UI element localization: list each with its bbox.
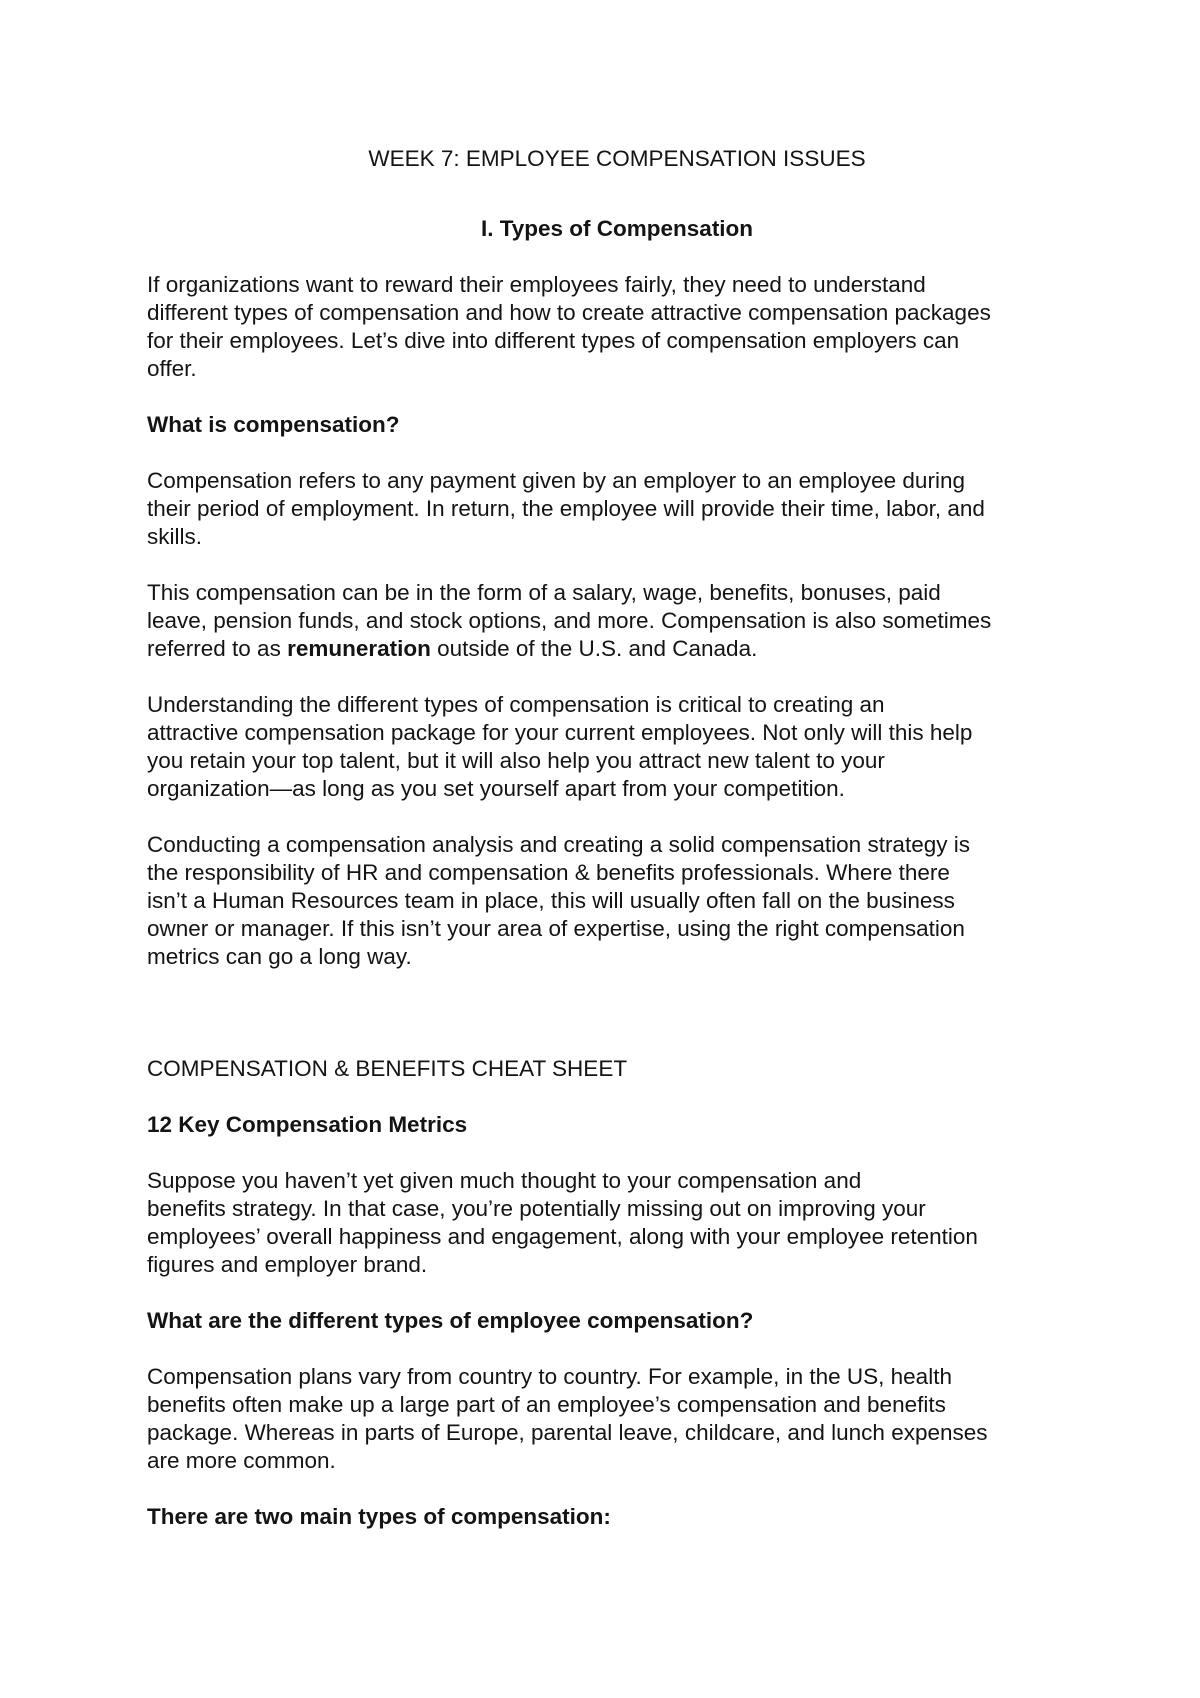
text-line: figures and employer brand.	[147, 1252, 428, 1277]
question-types-of-compensation: What are the different types of employee compensation?	[147, 1308, 754, 1333]
text-line: organization—as long as you set yourself apart from your competition.	[147, 776, 845, 801]
metrics-heading: 12 Key Compensation Metrics	[147, 1112, 468, 1137]
text-line: Understanding the different types of compensation is critical to creating an	[147, 692, 885, 717]
text-line: owner or manager. If this isn’t your area of expertise, using the right compensation	[147, 916, 965, 941]
strategy-paragraph	[147, 1167, 1087, 1279]
intro-paragraph	[147, 271, 1087, 383]
text-line: for their employees. Let’s dive into different types of compensation employers can	[147, 328, 960, 353]
text-line: offer.	[147, 356, 197, 381]
text-segment: referred to as	[147, 636, 288, 661]
forms-paragraph	[147, 579, 1087, 663]
text-line: are more common.	[147, 1448, 336, 1473]
bold-term-remuneration: remuneration	[287, 636, 431, 661]
cheat-sheet-heading: COMPENSATION & BENEFITS CHEAT SHEET	[147, 1056, 628, 1081]
document-title: WEEK 7: EMPLOYEE COMPENSATION ISSUES	[368, 146, 866, 171]
plans-paragraph	[147, 1363, 1087, 1475]
text-line: This compensation can be in the form of a salary, wage, benefits, bonuses, paid	[147, 580, 941, 605]
text-line: employees’ overall happiness and engagement, along with your employee retention	[147, 1224, 978, 1249]
text-line: skills.	[147, 524, 202, 549]
text-segment: outside of the U.S. and Canada.	[430, 636, 758, 661]
text-line: attractive compensation package for your current employees. Not only will this help	[147, 720, 973, 745]
text-line: their period of employment. In return, the employee will provide their time, labor, and	[147, 496, 985, 521]
spacer	[147, 999, 1087, 1055]
text-line: Suppose you haven’t yet given much thought to your compensation and	[147, 1168, 862, 1193]
text-line: Compensation plans vary from country to country. For example, in the US, health	[147, 1364, 952, 1389]
text-line: benefits strategy. In that case, you’re potentially missing out on improving your	[147, 1196, 926, 1221]
document-body	[147, 145, 1087, 1559]
text-line: the responsibility of HR and compensation & benefits professionals. Where there	[147, 860, 950, 885]
responsibility-paragraph	[147, 831, 1087, 971]
text-line: different types of compensation and how to create attractive compensation packages	[147, 300, 991, 325]
question-what-is-compensation: What is compensation?	[147, 412, 400, 437]
text-line: isn’t a Human Resources team in place, this will usually often fall on the business	[147, 888, 955, 913]
text-line	[147, 635, 1087, 663]
text-line: package. Whereas in parts of Europe, parental leave, childcare, and lunch expenses	[147, 1420, 988, 1445]
text-line: metrics can go a long way.	[147, 944, 412, 969]
text-line: benefits often make up a large part of an employee’s compensation and benefits	[147, 1392, 946, 1417]
text-line: leave, pension funds, and stock options, and more. Compensation is also sometimes	[147, 608, 992, 633]
two-main-types-heading: There are two main types of compensation:	[147, 1504, 611, 1529]
section-heading: I. Types of Compensation	[480, 216, 754, 241]
text-line: Compensation refers to any payment given by an employer to an employee during	[147, 468, 965, 493]
text-line: If organizations want to reward their employees fairly, they need to understand	[147, 272, 926, 297]
definition-paragraph	[147, 467, 1087, 551]
text-line: Conducting a compensation analysis and creating a solid compensation strategy is	[147, 832, 970, 857]
text-line: you retain your top talent, but it will also help you attract new talent to your	[147, 748, 885, 773]
understanding-paragraph	[147, 691, 1087, 803]
